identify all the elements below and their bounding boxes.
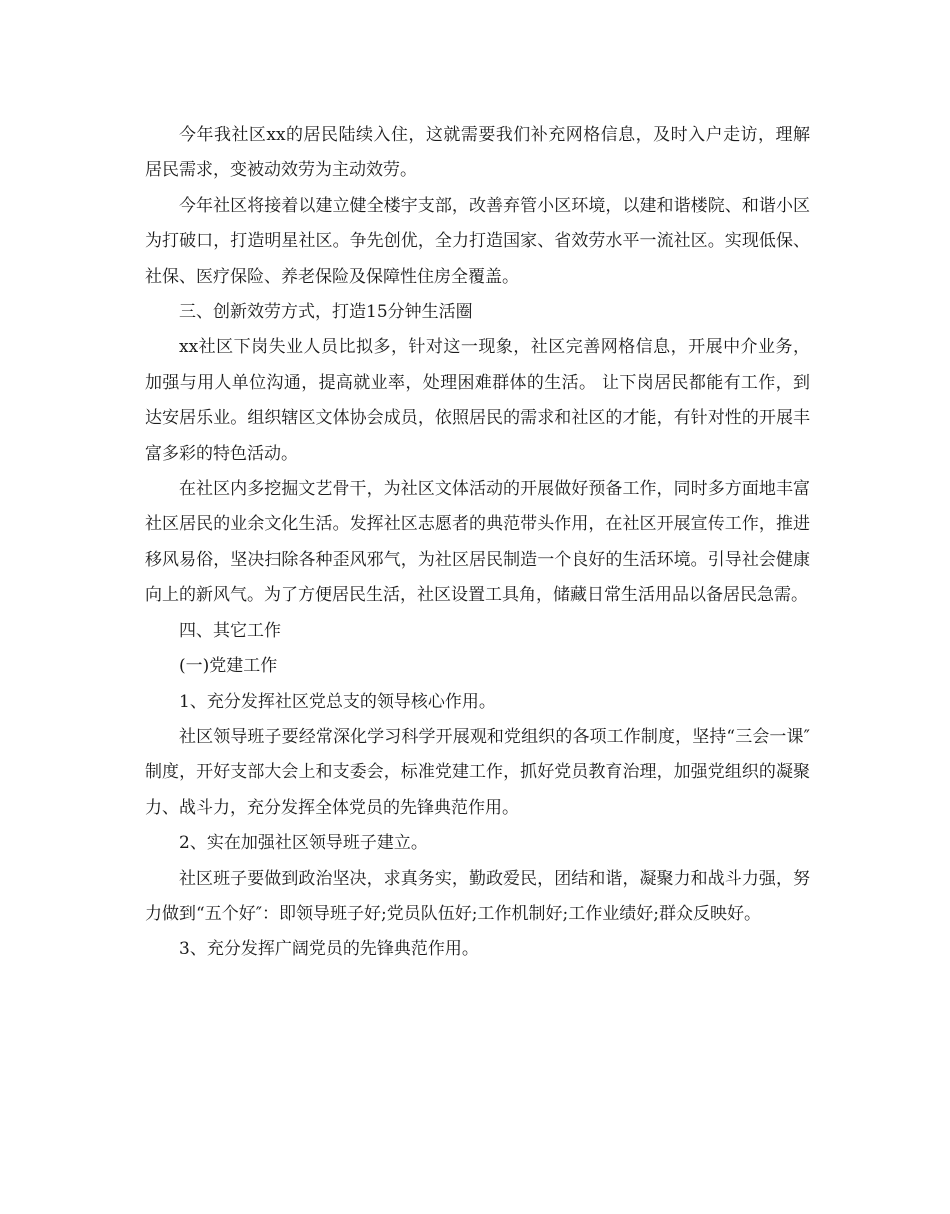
section-heading-4: 四、其它工作 xyxy=(179,620,281,641)
section-heading-3: 三、创新效劳方式，打造15分钟生活圈 xyxy=(179,302,473,323)
paragraph-3: xx社区下岗失业人员比拟多，针对这一现象，社区完善网格信息，开展中介业务，加强与用人单位沟通，提高就业率，处理困难群体的生活。 让下岗居民都能有工作，到达安居乐业。组织辖区文体协会成员，依照居民的需求和社区的才能，有针对性的开展丰富多彩的特色活动。 xyxy=(145,337,810,464)
item-heading-3: 3、充分发挥广阔党员的先锋典范作用。 xyxy=(179,939,479,960)
paragraph-2: 今年社区将接着以建立健全楼宇支部，改善弃管小区环境，以建和谐楼院、和谐小区为打破口，打造明星社区。争先创优，全力打造国家、省效劳水平一流社区。实现低保、社保、医疗保险、养老保险及保障性住房全覆盖。 xyxy=(145,195,810,287)
subsection-heading-1: (一)党建工作 xyxy=(179,656,278,677)
paragraph-5: 社区领导班子要经常深化学习科学开展观和党组织的各项工作制度，坚持“三会一课″制度，开好支部大会上和支委会，标准党建工作，抓好党员教育治理，加强党组织的凝聚力、战斗力，充分发挥全体党员的先锋典范作用。 xyxy=(145,726,810,818)
item-heading-1: 1、充分发挥社区党总支的领导核心作用。 xyxy=(179,691,496,712)
paragraph-4: 在社区内多挖掘文艺骨干，为社区文体活动的开展做好预备工作，同时多方面地丰富社区居民的业余文化生活。发挥社区志愿者的典范带头作用，在社区开展宣传工作，推进移风易俗，坚决扫除各种歪风邪气，为社区居民制造一个良好的生活环境。引导社会健康向上的新风气。为了方便居民生活，社区设置工具角，储藏日常生活用品以备居民急需。 xyxy=(145,479,810,606)
document-body xyxy=(145,118,810,968)
paragraph-1: 今年我社区xx的居民陆续入住，这就需要我们补充网格信息，及时入户走访，理解居民需求，变被动效劳为主动效劳。 xyxy=(145,125,810,181)
paragraph-6: 社区班子要做到政治坚决，求真务实，勤政爱民，团结和谐，凝聚力和战斗力强，努力做到“五个好″：即领导班子好;党员队伍好;工作机制好;工作业绩好;群众反映好。 xyxy=(145,868,810,924)
item-heading-2: 2、实在加强社区领导班子建立。 xyxy=(179,833,428,854)
